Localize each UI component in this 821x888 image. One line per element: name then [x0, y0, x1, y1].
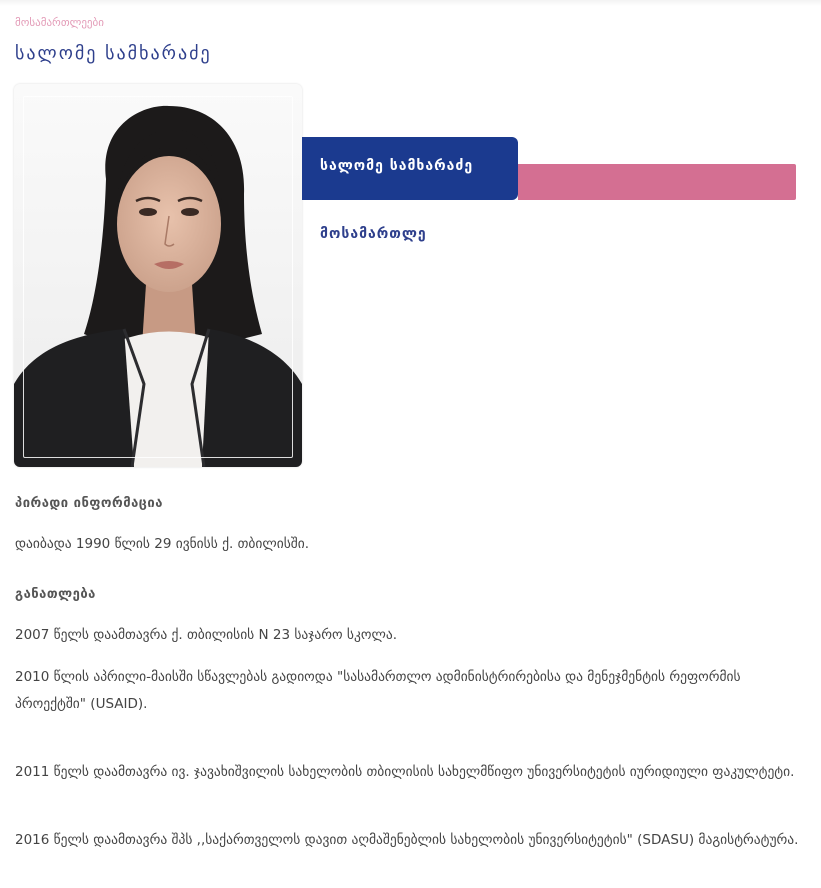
judge-photo	[14, 84, 302, 467]
name-card: სალომე სამხარაძე	[302, 137, 518, 200]
education-item: 2010 წლის აპრილი-მაისში სწავლებას გადიოდა "სასამართლო ადმინისტრირებისა და მენეჯმენტის რეფორმის პროექტში" (USAID).	[15, 669, 741, 712]
accent-bar	[518, 164, 796, 200]
education-item: 2016 წელს დაამთავრა შპს ,,საქართველოს დავით აღმაშენებლის სახელობის უნივერსიტეტის" (SDASU) მაგისტრატურა.	[15, 832, 799, 848]
page-title: სალომე სამხარაძე	[15, 43, 212, 64]
header-shadow	[0, 0, 821, 6]
birth-info-text: დაიბადა 1990 წლის 29 ივნისს ქ. თბილისში.	[15, 536, 310, 552]
education-heading: განათლება	[15, 587, 96, 602]
personal-info-heading: პირადი ინფორმაცია	[15, 496, 163, 511]
position-label: მოსამართლე	[320, 226, 427, 242]
education-item: 2007 წელს დაამთავრა ქ. თბილისის N 23 საჯარო სკოლა.	[15, 627, 397, 643]
breadcrumb-judges-link[interactable]: მოსამართლეები	[15, 16, 104, 29]
education-item: 2011 წელს დაამთავრა ივ. ჯავახიშვილის სახელობის თბილისის სახელმწიფო უნივერსიტეტის იურიდიული ფაკულტეტი.	[15, 764, 795, 780]
portrait-illustration	[14, 84, 302, 467]
